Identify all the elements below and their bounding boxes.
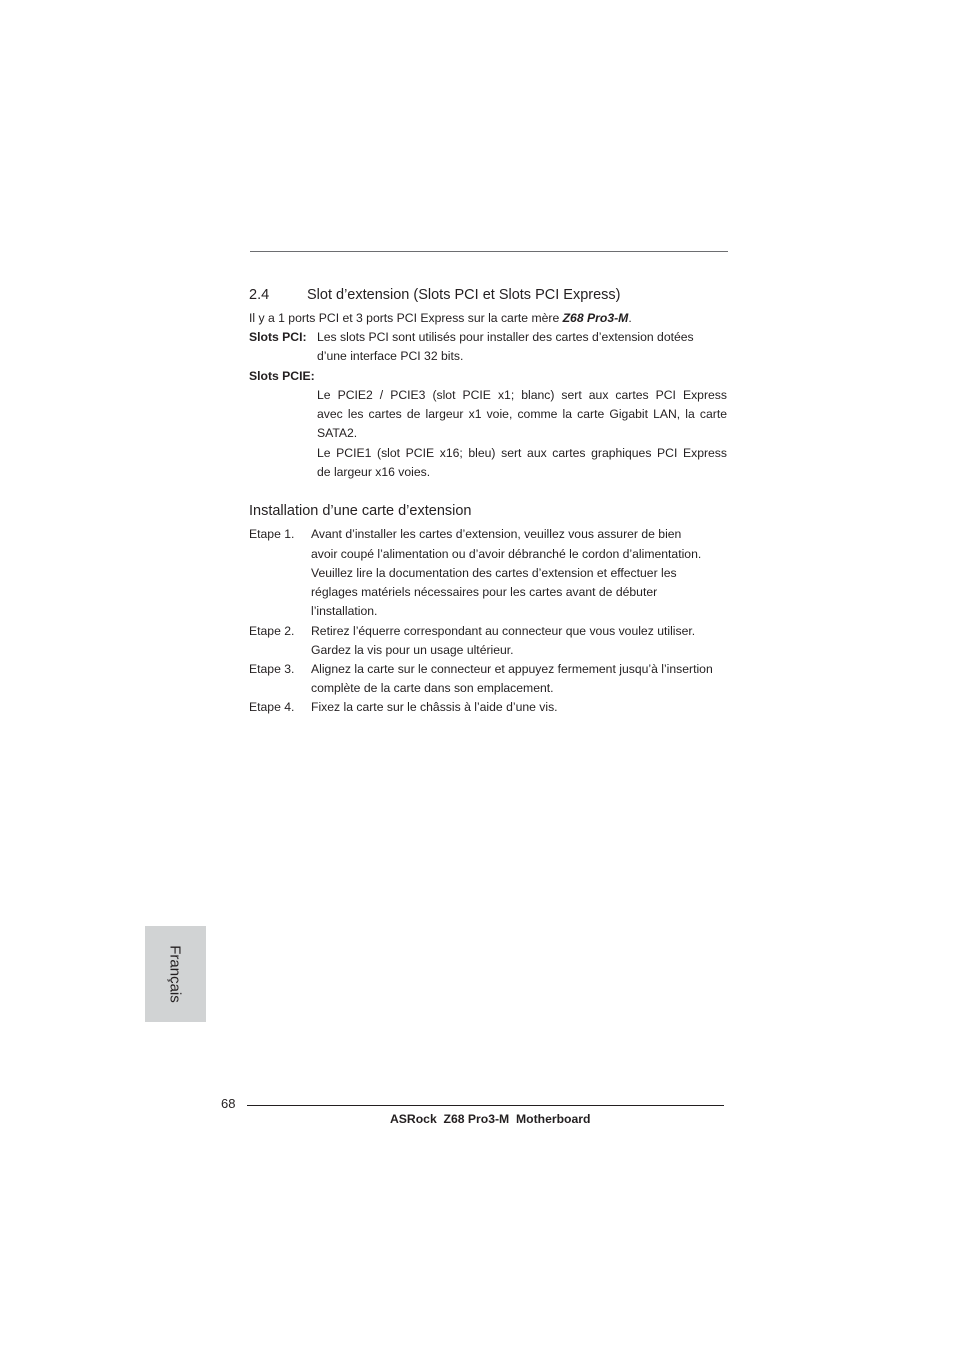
pci-text-line-1: Les slots PCI sont utilisés pour installer des cartes d’extension dotées (317, 330, 694, 344)
pci-label: Slots PCI: (249, 330, 307, 344)
step-4-label: Etape 4. (249, 700, 295, 714)
install-heading: Installation d’une carte d’extension (249, 503, 472, 519)
step-2-line-2: Gardez la vis pour un usage ultérieur. (311, 643, 514, 657)
step-2-line-1: Retirez l’équerre correspondant au connecteur que vous voulez utiliser. (311, 624, 696, 638)
page-number: 68 (221, 1096, 236, 1111)
model-name: Z68 Pro3-M (562, 311, 629, 325)
step-3-line-2: complète de la carte dans son emplacement. (311, 681, 554, 695)
language-tab (145, 926, 206, 1022)
step-1-label: Etape 1. (249, 527, 295, 541)
section-number: 2.4 (249, 287, 270, 303)
intro-paragraph (249, 309, 632, 328)
pcie-text-line-3: SATA2. (317, 426, 358, 440)
intro-text: Il y a 1 ports PCI et 3 ports PCI Express sur la carte mère (249, 311, 563, 325)
step-2-label: Etape 2. (249, 624, 295, 638)
pcie-text-line-4: Le PCIE1 (slot PCIE x16; bleu) sert aux cartes graphiques PCI Express (317, 446, 727, 460)
step-4-line-1: Fixez la carte sur le châssis à l’aide d’une vis. (311, 700, 558, 714)
step-1-line-3: Veuillez lire la documentation des cartes d’extension et effectuer les (311, 566, 677, 580)
pcie-text-line-2: avec les cartes de largeur x1 voie, comme la carte Gigabit LAN, la carte (317, 407, 727, 421)
pcie-label: Slots PCIE: (249, 369, 315, 383)
pci-text-line-2: d’une interface PCI 32 bits. (317, 349, 464, 363)
step-1-line-5: l’installation. (311, 604, 378, 618)
pcie-text-line-5: de largeur x16 voies. (317, 465, 431, 479)
header-divider (250, 251, 728, 252)
footer-divider (247, 1105, 724, 1106)
intro-suffix: . (628, 311, 632, 325)
step-1-line-1: Avant d’installer les cartes d’extension, veuillez vous assurer de bien (311, 527, 682, 541)
section-title: Slot d’extension (Slots PCI et Slots PCI Express) (307, 287, 621, 303)
step-1-line-4: réglages matériels nécessaires pour les cartes avant de débuter (311, 585, 658, 599)
footer-title: ASRock Z68 Pro3-M Motherboard (390, 1112, 591, 1126)
pcie-text-line-1: Le PCIE2 / PCIE3 (slot PCIE x1; blanc) sert aux cartes PCI Express (317, 388, 727, 402)
step-3-label: Etape 3. (249, 662, 295, 676)
step-1-line-2: avoir coupé l’alimentation ou d’avoir débranché le cordon d’alimentation. (311, 547, 702, 561)
step-3-line-1: Alignez la carte sur le connecteur et appuyez fermement jusqu’à l’insertion (311, 662, 713, 676)
section-heading (249, 287, 621, 303)
language-tab-label: Français (166, 945, 184, 1003)
